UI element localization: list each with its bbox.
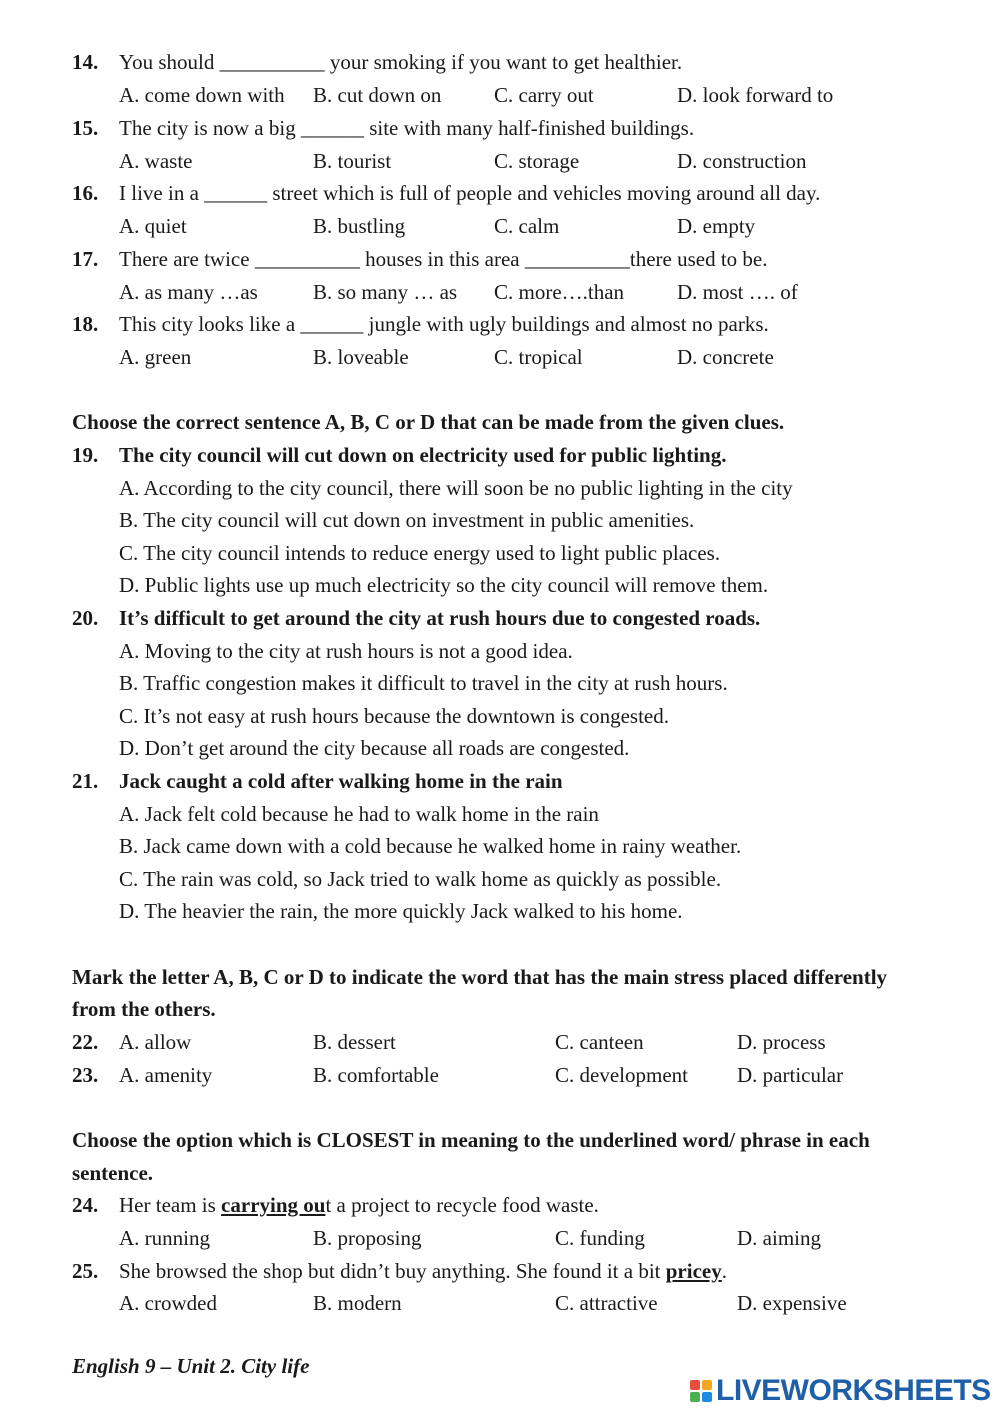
logo-text: LIVEWORKSHEETS — [716, 1374, 991, 1407]
option-a[interactable]: A. allow — [119, 1030, 192, 1054]
option-c[interactable]: C. carry out — [494, 83, 594, 107]
stem-pre: Her team is — [119, 1193, 222, 1217]
section-instruction: Choose the option which is CLOSEST in meaning to the underlined word/ phrase in each — [72, 1128, 870, 1152]
question-stem: I live in a ______ street which is full of people and vehicles moving around all day. — [119, 181, 821, 205]
option-b[interactable]: B. bustling — [313, 214, 406, 238]
underlined-phrase: carrying ou — [221, 1193, 326, 1217]
question-stem — [119, 1193, 599, 1218]
liveworksheets-logo-icon — [690, 1380, 712, 1402]
option-d[interactable]: D. The heavier the rain, the more quickly Jack walked to his home. — [119, 899, 683, 923]
option-d[interactable]: D. most …. of — [677, 280, 798, 304]
question-clue: The city council will cut down on electricity used for public lighting. — [119, 443, 727, 467]
option-d[interactable]: D. expensive — [737, 1291, 847, 1315]
option-d[interactable]: D. process — [737, 1030, 826, 1054]
option-a[interactable]: A. green — [119, 345, 192, 369]
option-c[interactable]: C. more….than — [494, 280, 625, 304]
question-clue: It’s difficult to get around the city at rush hours due to congested roads. — [119, 606, 761, 630]
stem-post: . — [721, 1259, 727, 1283]
option-c[interactable]: C. The city council intends to reduce energy used to light public places. — [119, 541, 721, 565]
section-instruction-cont: from the others. — [72, 997, 216, 1021]
option-c[interactable]: C. development — [555, 1063, 688, 1087]
question-stem: This city looks like a ______ jungle with ugly buildings and almost no parks. — [119, 312, 769, 336]
question-number: 19. — [72, 443, 99, 467]
option-b[interactable]: B. proposing — [313, 1226, 422, 1250]
option-c[interactable]: C. calm — [494, 214, 560, 238]
option-d[interactable]: D. construction — [677, 149, 807, 173]
question-number: 25. — [72, 1259, 99, 1283]
question-number: 16. — [72, 181, 99, 205]
option-c[interactable]: C. canteen — [555, 1030, 644, 1054]
option-a[interactable]: A. amenity — [119, 1063, 213, 1087]
option-d[interactable]: D. Public lights use up much electricity so the city council will remove them. — [119, 573, 769, 597]
option-a[interactable]: A. Jack felt cold because he had to walk home in the rain — [119, 802, 599, 826]
option-d[interactable]: D. Don’t get around the city because all roads are congested. — [119, 736, 630, 760]
question-number: 23. — [72, 1063, 99, 1087]
option-a[interactable]: A. as many …as — [119, 280, 258, 304]
option-b[interactable]: B. comfortable — [313, 1063, 439, 1087]
option-a[interactable]: A. Moving to the city at rush hours is not a good idea. — [119, 639, 573, 663]
question-number: 15. — [72, 116, 99, 140]
question-number: 17. — [72, 247, 99, 271]
option-a[interactable]: A. quiet — [119, 214, 187, 238]
option-c[interactable]: C. tropical — [494, 345, 583, 369]
option-a[interactable]: A. running — [119, 1226, 210, 1250]
option-c[interactable]: C. attractive — [555, 1291, 658, 1315]
option-b[interactable]: B. Jack came down with a cold because he walked home in rainy weather. — [119, 834, 742, 858]
option-d[interactable]: D. look forward to — [677, 83, 834, 107]
option-d[interactable]: D. concrete — [677, 345, 774, 369]
option-b[interactable]: B. The city council will cut down on investment in public amenities. — [119, 508, 695, 532]
stem-pre: She browsed the shop but didn’t buy anything. She found it a bit — [119, 1259, 666, 1283]
option-c[interactable]: C. The rain was cold, so Jack tried to walk home as quickly as possible. — [119, 867, 722, 891]
question-number: 22. — [72, 1030, 99, 1054]
option-b[interactable]: B. dessert — [313, 1030, 396, 1054]
section-instruction: Choose the correct sentence A, B, C or D that can be made from the given clues. — [72, 410, 785, 434]
option-d[interactable]: D. aiming — [737, 1226, 821, 1250]
option-a[interactable]: A. According to the city council, there will soon be no public lighting in the city — [119, 476, 793, 500]
option-b[interactable]: B. modern — [313, 1291, 402, 1315]
option-c[interactable]: C. funding — [555, 1226, 645, 1250]
option-c[interactable]: C. storage — [494, 149, 580, 173]
option-b[interactable]: B. so many … as — [313, 280, 458, 304]
question-number: 20. — [72, 606, 99, 630]
option-b[interactable]: B. Traffic congestion makes it difficult to travel in the city at rush hours. — [119, 671, 728, 695]
question-clue: Jack caught a cold after walking home in the rain — [119, 769, 563, 793]
question-number: 14. — [72, 50, 99, 74]
option-c[interactable]: C. It’s not easy at rush hours because the downtown is congested. — [119, 704, 669, 728]
option-b[interactable]: B. tourist — [313, 149, 392, 173]
option-b[interactable]: B. loveable — [313, 345, 409, 369]
question-number: 21. — [72, 769, 99, 793]
option-a[interactable]: A. waste — [119, 149, 193, 173]
option-a[interactable]: A. crowded — [119, 1291, 217, 1315]
liveworksheets-logo[interactable] — [690, 1374, 991, 1408]
page-footer: English 9 – Unit 2. City life — [72, 1354, 310, 1378]
underlined-word: pricey — [665, 1259, 722, 1283]
option-a[interactable]: A. come down with — [119, 83, 285, 107]
stem-post: t a project to recycle food waste. — [325, 1193, 599, 1217]
question-stem: The city is now a big ______ site with many half-finished buildings. — [119, 116, 695, 140]
question-stem: You should __________ your smoking if you want to get healthier. — [119, 50, 683, 74]
question-stem — [119, 1259, 727, 1284]
option-d[interactable]: D. empty — [677, 214, 756, 238]
section-instruction-cont: sentence. — [72, 1161, 154, 1185]
option-b[interactable]: B. cut down on — [313, 83, 442, 107]
question-stem: There are twice __________ houses in this area __________there used to be. — [119, 247, 768, 271]
question-number: 24. — [72, 1193, 99, 1217]
option-d[interactable]: D. particular — [737, 1063, 844, 1087]
section-instruction: Mark the letter A, B, C or D to indicate the word that has the main stress placed differently — [72, 965, 888, 989]
question-number: 18. — [72, 312, 99, 336]
